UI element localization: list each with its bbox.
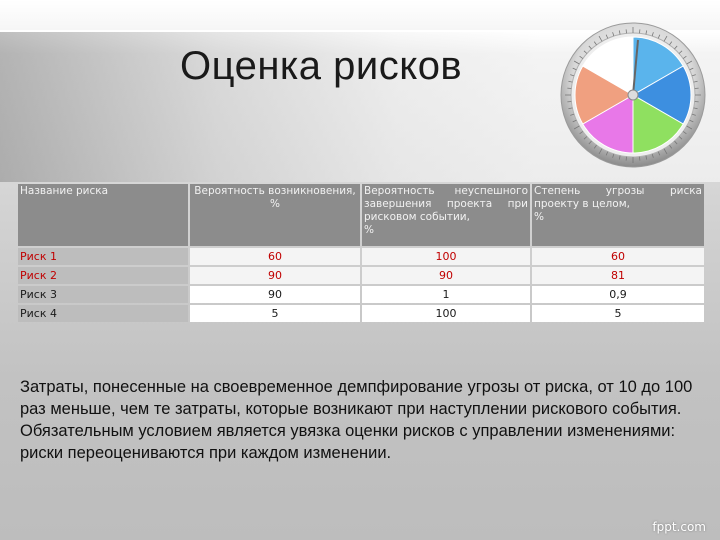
- page-title: Оценка рисков: [180, 44, 463, 88]
- risk-name-cell: Риск 3: [18, 286, 188, 303]
- paragraph-requirement: Обязательным условием является увязка оценки рисков с управлении изменениями: риски переоцениваются при каждом изменении.: [20, 422, 676, 462]
- header-cell-name: Название риска: [18, 184, 188, 246]
- probability-cell: 90: [190, 267, 360, 284]
- threat-level-cell: 0,9: [532, 286, 704, 303]
- table-row: [18, 248, 704, 265]
- probability-cell: 5: [190, 305, 360, 322]
- risk-name-cell: Риск 1: [18, 248, 188, 265]
- brand-watermark: fppt.com: [652, 520, 706, 534]
- paragraph-cost: Затраты, понесенные на своевременное демпфирование угрозы от риска, от 10 до 100 раз меньше, чем те затраты, которые возникают при наступлении рискового события.: [20, 378, 693, 418]
- header-cell-threat-level: Степень угрозы риска проекту в целом, %: [532, 184, 704, 246]
- header-cell-probability: Вероятность возникновения, %: [190, 184, 360, 246]
- table-row: [18, 305, 704, 322]
- failure-probability-cell: 1: [362, 286, 530, 303]
- table-row: [18, 286, 704, 303]
- risk-gauge-icon: [558, 20, 708, 170]
- body-text: [20, 376, 710, 464]
- failure-probability-cell: 100: [362, 305, 530, 322]
- header-cell-failure-probability: Вероятность неуспешного завершения проекта при рисковом событии, %: [362, 184, 530, 246]
- table-header-row: [18, 184, 704, 246]
- threat-level-cell: 81: [532, 267, 704, 284]
- table-row: [18, 267, 704, 284]
- threat-level-cell: 5: [532, 305, 704, 322]
- threat-level-cell: 60: [532, 248, 704, 265]
- risk-name-cell: Риск 2: [18, 267, 188, 284]
- failure-probability-cell: 90: [362, 267, 530, 284]
- risk-table: [16, 182, 706, 324]
- probability-cell: 90: [190, 286, 360, 303]
- probability-cell: 60: [190, 248, 360, 265]
- risk-name-cell: Риск 4: [18, 305, 188, 322]
- failure-probability-cell: 100: [362, 248, 530, 265]
